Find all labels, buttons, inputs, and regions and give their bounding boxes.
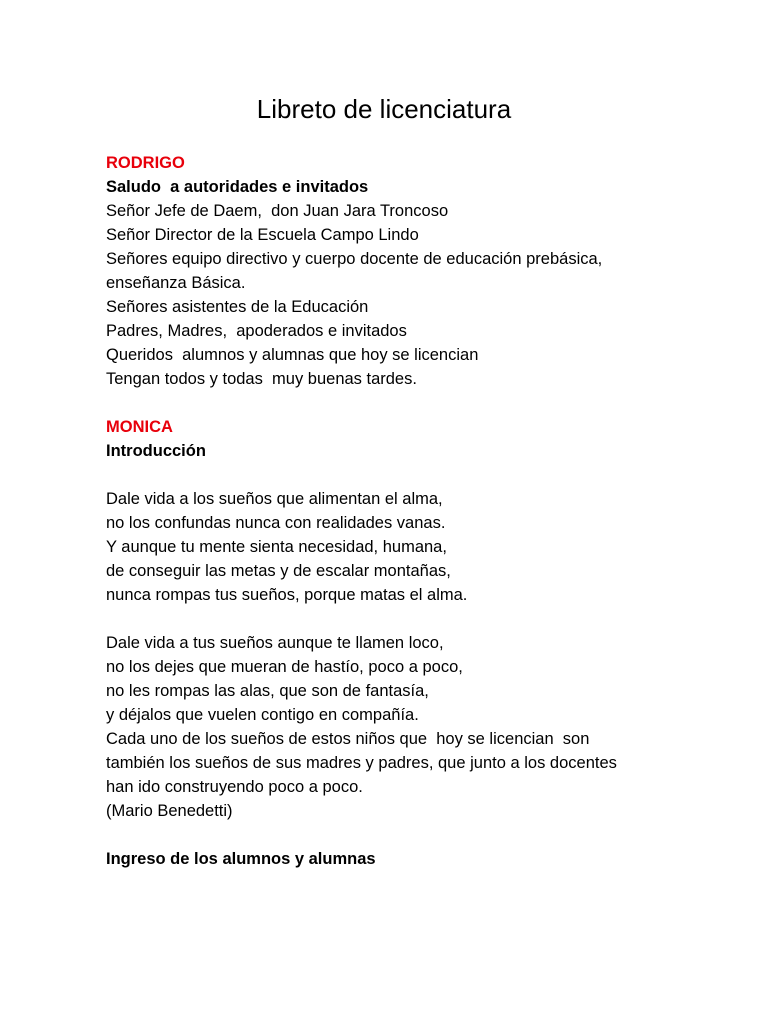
- poem-line: no los confundas nunca con realidades vanas.: [106, 514, 446, 532]
- poem-line: Dale vida a tus sueños aunque te llamen loco,: [106, 634, 444, 652]
- speaker-label-rodrigo: RODRIGO: [106, 154, 185, 172]
- text-line: Cada uno de los sueños de estos niños que hoy se licencian son: [106, 730, 590, 748]
- text-line: Queridos alumnos y alumnas que hoy se licencian: [106, 346, 479, 364]
- text-line: Señor Jefe de Daem, don Juan Jara Troncoso: [106, 202, 449, 220]
- section-heading-ingreso: Ingreso de los alumnos y alumnas: [106, 850, 376, 868]
- poem-line: no les rompas las alas, que son de fantasía,: [106, 682, 429, 700]
- text-line: Tengan todos y todas muy buenas tardes.: [106, 370, 417, 388]
- text-line: Señor Director de la Escuela Campo Lindo: [106, 226, 419, 244]
- poem-line: Y aunque tu mente sienta necesidad, humana,: [106, 538, 447, 556]
- text-line: enseñanza Básica.: [106, 274, 246, 292]
- poem-line: Dale vida a los sueños que alimentan el alma,: [106, 490, 443, 508]
- spacer: [106, 607, 746, 631]
- section-heading-introduccion: Introducción: [106, 442, 206, 460]
- poem-line: y déjalos que vuelen contigo en compañía.: [106, 706, 419, 724]
- poem-line: nunca rompas tus sueños, porque matas el alma.: [106, 586, 468, 604]
- speaker-label-monica: MONICA: [106, 418, 173, 436]
- spacer: [106, 391, 746, 415]
- text-line: Señores asistentes de la Educación: [106, 298, 369, 316]
- section-heading-saludo: Saludo a autoridades e invitados: [106, 178, 369, 196]
- poem-line: no los dejes que mueran de hastío, poco a poco,: [106, 658, 463, 676]
- poem-line: de conseguir las metas y de escalar montañas,: [106, 562, 451, 580]
- spacer: [106, 823, 746, 847]
- text-line: también los sueños de sus madres y padres, que junto a los docentes: [106, 754, 617, 772]
- text-line: Señores equipo directivo y cuerpo docente de educación prebásica,: [106, 250, 603, 268]
- spacer: [106, 463, 746, 487]
- poem-attribution: (Mario Benedetti): [106, 802, 233, 820]
- text-line: Padres, Madres, apoderados e invitados: [106, 322, 407, 340]
- document-body: [106, 151, 746, 871]
- text-line: han ido construyendo poco a poco.: [106, 778, 363, 796]
- document-title: Libreto de licenciatura: [256, 94, 512, 124]
